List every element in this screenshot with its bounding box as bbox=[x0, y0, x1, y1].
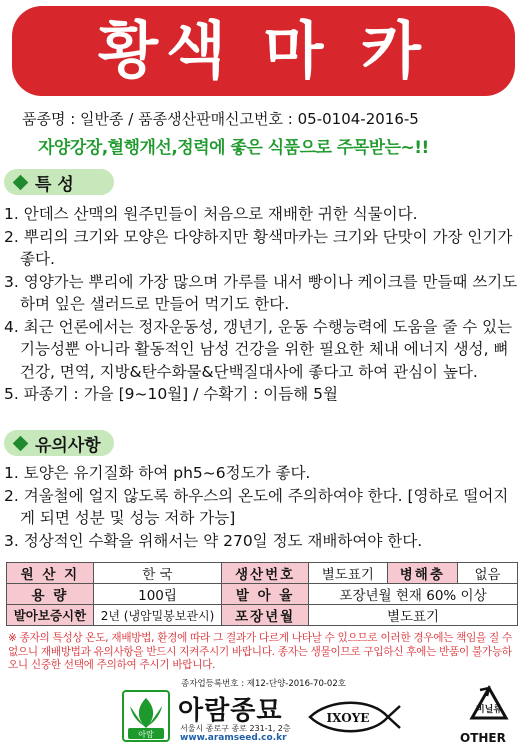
diamond-bullet-icon bbox=[13, 174, 29, 190]
business-registration: 종자업등록번호 : 제12-단양-2016-70-02호 bbox=[181, 679, 346, 689]
company-name: 아람종묘 bbox=[178, 696, 283, 726]
ichthys-fish-icon bbox=[306, 700, 402, 734]
capacity-label: 용 량 bbox=[7, 584, 94, 605]
guarantee-label: 발아보증시한 bbox=[7, 605, 94, 626]
feature-item: 4. 최근 언론에서는 정자운동성, 갱년기, 운동 수행능력에 도움을 줄 수 있는 기능성뿐 아니라 활동적인 남성 건강을 위한 필요한 체내 에너지 생성, 뼈 건강, 면역, 지방&탄수화물&단백질대사에 좋다고 하여 관심이 높다. bbox=[4, 317, 513, 381]
caution-item: 1. 토양은 유기질화 하여 ph5~6정도가 좋다. bbox=[4, 464, 311, 482]
pack-date-label: 포장년월 bbox=[222, 605, 309, 626]
cautions-heading-label: 유의사항 bbox=[35, 435, 101, 456]
table-row bbox=[7, 563, 518, 584]
pack-date-value: 별도표기 bbox=[309, 605, 518, 626]
cautions-list bbox=[4, 462, 520, 552]
origin-label: 원 산 지 bbox=[7, 563, 94, 584]
guarantee-value: 2년 (냉암밀봉보관시) bbox=[93, 605, 221, 626]
features-heading bbox=[4, 169, 114, 195]
slogan: 자양강장,혈행개선,정력에 좋은 식품으로 주목받는~!! bbox=[38, 138, 429, 158]
caution-notice: ※ 종자의 특성상 온도, 재배방법, 환경에 따라 그 결과가 다르게 나타날 수 있으므로 이러한 경우에는 책임을 질 수 없으니 재배방법과 유의사항을 반드시 지켜주시기 바랍니다. 종자는 생물이므로 구입하신 후에는 반품이 불가능하오니 신중한 선택에 주의하여 주시기 바랍니다. bbox=[8, 632, 512, 671]
germination-label: 발 아 율 bbox=[222, 584, 309, 605]
registration-line: 품종명 : 일반종 / 품종생산판매신고번호 : 05-0104-2016-5 bbox=[22, 110, 419, 128]
feature-item: 2. 뿌리의 크기와 모양은 다양하지만 황색마카는 크기와 단맛이 가장 인기가 좋다. bbox=[4, 227, 513, 268]
disease-label: 병해충 bbox=[387, 563, 457, 584]
recycle-icon bbox=[466, 684, 512, 730]
features-heading-label: 특 성 bbox=[35, 174, 74, 195]
lot-label: 생산번호 bbox=[222, 563, 309, 584]
caution-item: 2. 겨울철에 얼지 않도록 하우스의 온도에 주의하여야 한다. [영하로 떨어지게 되면 성분 및 성능 저하 가능] bbox=[4, 486, 509, 527]
germination-value: 포장년월 현재 60% 이상 bbox=[309, 584, 518, 605]
origin-value: 한 국 bbox=[93, 563, 221, 584]
recycle-label: OTHER bbox=[460, 731, 506, 745]
caution-item: 3. 정상적인 수확을 위해서는 약 270일 정도 재배하여야 한다. bbox=[4, 531, 423, 550]
leaf-logo-icon bbox=[124, 692, 168, 740]
feature-item: 5. 파종기 : 가을 [9~10월] / 수확기 : 이듬해 5월 bbox=[4, 385, 338, 403]
table-row bbox=[7, 584, 518, 605]
feature-item: 3. 영양가는 뿌리에 가장 많으며 가루를 내서 빵이나 케이크를 만들때 쓰기도 하며 잎은 샐러드로 만들어 먹기도 한다. bbox=[4, 272, 518, 313]
title-banner bbox=[12, 6, 515, 96]
disease-value: 없음 bbox=[457, 563, 517, 584]
company-url: www.aramseed.co.kr bbox=[180, 733, 287, 743]
product-title: 황색 마 카 bbox=[98, 14, 429, 87]
lot-value: 별도표기 bbox=[309, 563, 388, 584]
features-list bbox=[4, 203, 520, 406]
cautions-heading bbox=[4, 430, 114, 456]
capacity-value: 100립 bbox=[93, 584, 221, 605]
fish-logo-text: IXOYE bbox=[326, 711, 370, 725]
product-info-table bbox=[6, 562, 518, 626]
company-logo bbox=[122, 690, 170, 742]
feature-item: 1. 안데스 산맥의 원주민들이 처음으로 재배한 귀한 식물이다. bbox=[4, 205, 418, 223]
company-address: 서울시 종로구 종로 231-1, 2층 bbox=[180, 724, 291, 733]
table-row bbox=[7, 605, 518, 626]
recycle-mark-text: 비닐류 bbox=[475, 705, 503, 715]
diamond-bullet-icon bbox=[13, 435, 29, 451]
logo-mark-text: 아람 bbox=[138, 730, 154, 739]
